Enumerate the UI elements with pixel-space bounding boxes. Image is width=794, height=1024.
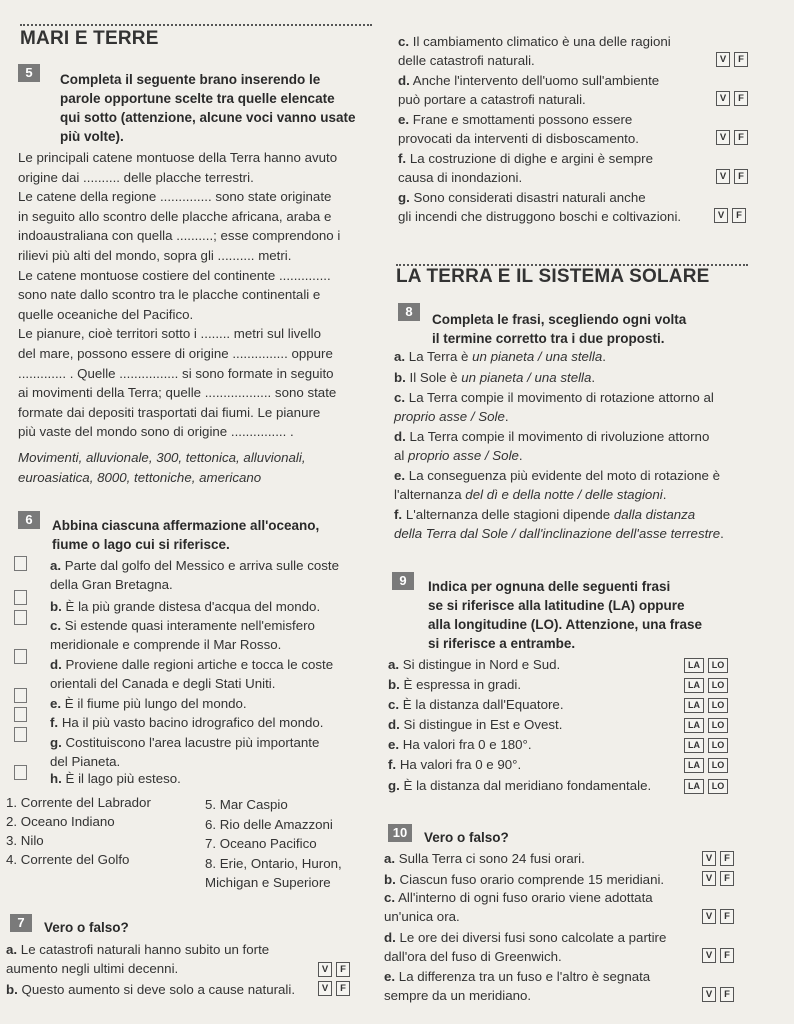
latitude-checkbox[interactable]: LA	[684, 698, 704, 713]
answer-checkbox-d[interactable]	[14, 649, 27, 664]
latitude-checkbox[interactable]: LA	[684, 758, 704, 773]
exercise-8-instruction: Completa le frasi, scegliendo ogni volta il termine corretto tra i due proposti.	[432, 312, 687, 346]
exercise-6-options-left: 1. Corrente del Labrador 2. Oceano Indiano 3. Nilo 4. Corrente del Golfo	[6, 795, 151, 867]
exercise-6-item-d: d. Proviene dalle regioni artiche e tocca le coste orientali del Canada e degli Stati Uniti.	[50, 657, 334, 691]
true-false-7g	[714, 208, 746, 223]
exercise-8-item-a: a. La Terra è un pianeta / una stella.	[394, 349, 606, 364]
longitude-checkbox[interactable]: LO	[708, 698, 728, 713]
exercise-9-number: 9	[392, 572, 414, 590]
exercise-9-instruction: Indica per ognuna delle seguenti frasi se si riferisce alla latitudine (LA) oppure alla longitudine (LO). Attenzione, una frase si riferisce a entrambe.	[428, 579, 703, 651]
exercise-8-item-f: f. L'alternanza delle stagioni dipende dalla distanza della Terra dal Sole / dall'inclinazione dell'asse terrestre.	[394, 507, 724, 541]
exercise-10-item-a: a. Sulla Terra ci sono 24 fusi orari.	[384, 851, 585, 866]
true-checkbox[interactable]: V	[702, 851, 716, 866]
exercise-5-number: 5	[18, 64, 40, 82]
false-checkbox[interactable]: F	[720, 987, 734, 1002]
true-checkbox[interactable]: V	[702, 909, 716, 924]
exercise-6-item-a: a. Parte dal golfo del Messico e arriva sulle coste della Gran Bretagna.	[50, 558, 339, 592]
longitude-checkbox[interactable]: LO	[708, 718, 728, 733]
section-title-terra-sistema-solare: LA TERRA E IL SISTEMA SOLARE	[396, 266, 710, 287]
true-checkbox[interactable]: V	[716, 130, 730, 145]
exercise-6-item-c: c. Si estende quasi interamente nell'emisfero meridionale e comprende il Mar Rosso.	[50, 618, 315, 652]
exercise-7-item-g: g. Sono considerati disastri naturali anche gli incendi che distruggono boschi e coltivazioni.	[398, 190, 682, 224]
exercise-8-item-c: c. La Terra compie il movimento di rotazione attorno al proprio asse / Sole.	[394, 390, 714, 424]
exercise-6-item-f: f. Ha il più vasto bacino idrografico del mondo.	[50, 715, 324, 730]
true-checkbox[interactable]: V	[702, 948, 716, 963]
longitude-checkbox[interactable]: LO	[708, 738, 728, 753]
exercise-7-instruction: Vero o falso?	[44, 920, 129, 935]
exercise-6-item-e: e. È il fiume più lungo del mondo.	[50, 696, 247, 711]
false-checkbox[interactable]: F	[720, 909, 734, 924]
false-checkbox[interactable]: F	[734, 91, 748, 106]
false-checkbox[interactable]: F	[720, 948, 734, 963]
exercise-6-item-g: g. Costituiscono l'area lacustre più importante del Pianeta.	[50, 735, 320, 769]
true-false-7c	[716, 52, 748, 67]
exercise-6-instruction: Abbina ciascuna affermazione all'oceano, fiume o lago cui si riferisce.	[52, 518, 320, 552]
false-checkbox[interactable]: F	[720, 851, 734, 866]
exercise-10-number: 10	[388, 824, 412, 842]
exercise-9-item-b: b. È espressa in gradi.	[388, 677, 522, 692]
longitude-checkbox[interactable]: LO	[708, 779, 728, 794]
exercise-7-item-f: f. La costruzione di dighe e argini è sempre causa di inondazioni.	[398, 151, 654, 185]
exercise-10-item-b: b. Ciascun fuso orario comprende 15 meridiani.	[384, 872, 665, 887]
false-checkbox[interactable]: F	[336, 981, 350, 996]
true-false-7a	[318, 962, 350, 977]
exercise-5-instruction: Completa il seguente brano inserendo le parole opportune scelte tra quelle elencate qui sotto (attenzione, alcune voci vanno usate più volte).	[60, 72, 356, 144]
true-checkbox[interactable]: V	[702, 871, 716, 886]
latitude-checkbox[interactable]: LA	[684, 678, 704, 693]
true-checkbox[interactable]: V	[716, 169, 730, 184]
latitude-checkbox[interactable]: LA	[684, 738, 704, 753]
answer-checkbox-e[interactable]	[14, 688, 27, 703]
exercise-7-number: 7	[10, 914, 32, 932]
false-checkbox[interactable]: F	[734, 52, 748, 67]
section-divider	[20, 24, 372, 26]
la-lo-9c	[684, 698, 728, 713]
false-checkbox[interactable]: F	[720, 871, 734, 886]
longitude-checkbox[interactable]: LO	[708, 658, 728, 673]
exercise-8-item-d: d. La Terra compie il movimento di rivoluzione attorno al proprio asse / Sole.	[394, 429, 710, 463]
la-lo-9g	[684, 779, 728, 794]
section-title-mari-e-terre: MARI E TERRE	[20, 28, 159, 49]
exercise-8-item-b: b. Il Sole è un pianeta / una stella.	[394, 370, 596, 385]
answer-checkbox-h[interactable]	[14, 765, 27, 780]
false-checkbox[interactable]: F	[734, 130, 748, 145]
latitude-checkbox[interactable]: LA	[684, 658, 704, 673]
exercise-9-item-e: e. Ha valori fra 0 e 180°.	[388, 737, 532, 752]
exercise-7-item-a: a. Le catastrofi naturali hanno subito un forte aumento negli ultimi decenni.	[6, 942, 270, 976]
exercise-6-item-b: b. È la più grande distesa d'acqua del mondo.	[50, 599, 321, 614]
answer-checkbox-c[interactable]	[14, 610, 27, 625]
exercise-5-text: Le principali catene montuose della Terra hanno avuto origine dai .......... delle placche terrestri. Le catene della regione .............. sono state originate in seguito allo scontro delle placche africana, araba e indoaustraliana con quella ..........; esse comprendono i rilievi più alti del mondo, sopra gli .......... metri. Le catene montuose costiere del continente .............. sono nate dallo scontro tra le placche continentali e quelle oceaniche del Pacifico. Le pianure, cioè territori sotto i ........ metri sul livello del mare, possono essere di origine ............... oppure ............. . Quelle ................ si sono formate in seguito ai movimenti della Terra; quelle .................. sono state formate dai depositi trasportati dai fiumi. Le pianure più vaste del mondo sono di origine ............... .	[18, 150, 341, 440]
exercise-10-item-d: d. Le ore dei diversi fusi sono calcolate a partire dall'ora del fuso di Greenwich.	[384, 930, 667, 964]
exercise-9-item-c: c. È la distanza dall'Equatore.	[388, 697, 564, 712]
true-false-7d	[716, 91, 748, 106]
exercise-5-word-bank: Movimenti, alluvionale, 300, tettonica, alluvionali, euroasiatica, 8000, tettoniche, americano	[18, 450, 306, 485]
true-false-10e	[702, 987, 734, 1002]
true-checkbox[interactable]: V	[318, 981, 332, 996]
true-false-10b	[702, 871, 734, 886]
true-checkbox[interactable]: V	[716, 52, 730, 67]
exercise-8-number: 8	[398, 303, 420, 321]
answer-checkbox-a[interactable]	[14, 556, 27, 571]
true-false-7e	[716, 130, 748, 145]
exercise-7-item-b: b. Questo aumento si deve solo a cause naturali.	[6, 982, 296, 997]
exercise-9-item-g: g. È la distanza dal meridiano fondamentale.	[388, 778, 652, 793]
exercise-9-item-a: a. Si distingue in Nord e Sud.	[388, 657, 561, 672]
answer-checkbox-b[interactable]	[14, 590, 27, 605]
la-lo-9f	[684, 758, 728, 773]
exercise-7-item-d: d. Anche l'intervento dell'uomo sull'ambiente può portare a catastrofi naturali.	[398, 73, 660, 107]
longitude-checkbox[interactable]: LO	[708, 758, 728, 773]
exercise-6-options-right: 5. Mar Caspio 6. Rio delle Amazzoni 7. Oceano Pacifico 8. Erie, Ontario, Huron, Michigan e Superiore	[205, 797, 342, 890]
exercise-9-item-f: f. Ha valori fra 0 e 90°.	[388, 757, 522, 772]
true-checkbox[interactable]: V	[714, 208, 728, 223]
true-checkbox[interactable]: V	[318, 962, 332, 977]
exercise-10-instruction: Vero o falso?	[424, 830, 509, 845]
true-checkbox[interactable]: V	[702, 987, 716, 1002]
exercise-7-item-c: c. Il cambiamento climatico è una delle ragioni delle catastrofi naturali.	[398, 34, 671, 68]
la-lo-9d	[684, 718, 728, 733]
true-false-10c	[702, 909, 734, 924]
exercise-6-number: 6	[18, 511, 40, 529]
answer-checkbox-f[interactable]	[14, 707, 27, 722]
false-checkbox[interactable]: F	[734, 169, 748, 184]
latitude-checkbox[interactable]: LA	[684, 779, 704, 794]
la-lo-9b	[684, 678, 728, 693]
true-false-10d	[702, 948, 734, 963]
true-false-7b	[318, 981, 350, 996]
answer-checkbox-g[interactable]	[14, 727, 27, 742]
exercise-10-item-c: c. All'interno di ogni fuso orario viene adottata un'unica ora.	[384, 890, 653, 924]
latitude-checkbox[interactable]: LA	[684, 718, 704, 733]
exercise-7-item-e: e. Frane e smottamenti possono essere provocati da interventi di disboscamento.	[398, 112, 639, 146]
exercise-6-item-h: h. È il lago più esteso.	[50, 771, 181, 786]
exercise-9-item-d: d. Si distingue in Est e Ovest.	[388, 717, 563, 732]
la-lo-9e	[684, 738, 728, 753]
exercise-8-item-e: e. La conseguenza più evidente del moto di rotazione è l'alternanza del dì e della notte / delle stagioni.	[394, 468, 721, 502]
exercise-10-item-e: e. La differenza tra un fuso e l'altro è segnata sempre da un meridiano.	[384, 969, 651, 1003]
true-false-7f	[716, 169, 748, 184]
la-lo-9a	[684, 658, 728, 673]
false-checkbox[interactable]: F	[336, 962, 350, 977]
false-checkbox[interactable]: F	[732, 208, 746, 223]
true-checkbox[interactable]: V	[716, 91, 730, 106]
true-false-10a	[702, 851, 734, 866]
longitude-checkbox[interactable]: LO	[708, 678, 728, 693]
